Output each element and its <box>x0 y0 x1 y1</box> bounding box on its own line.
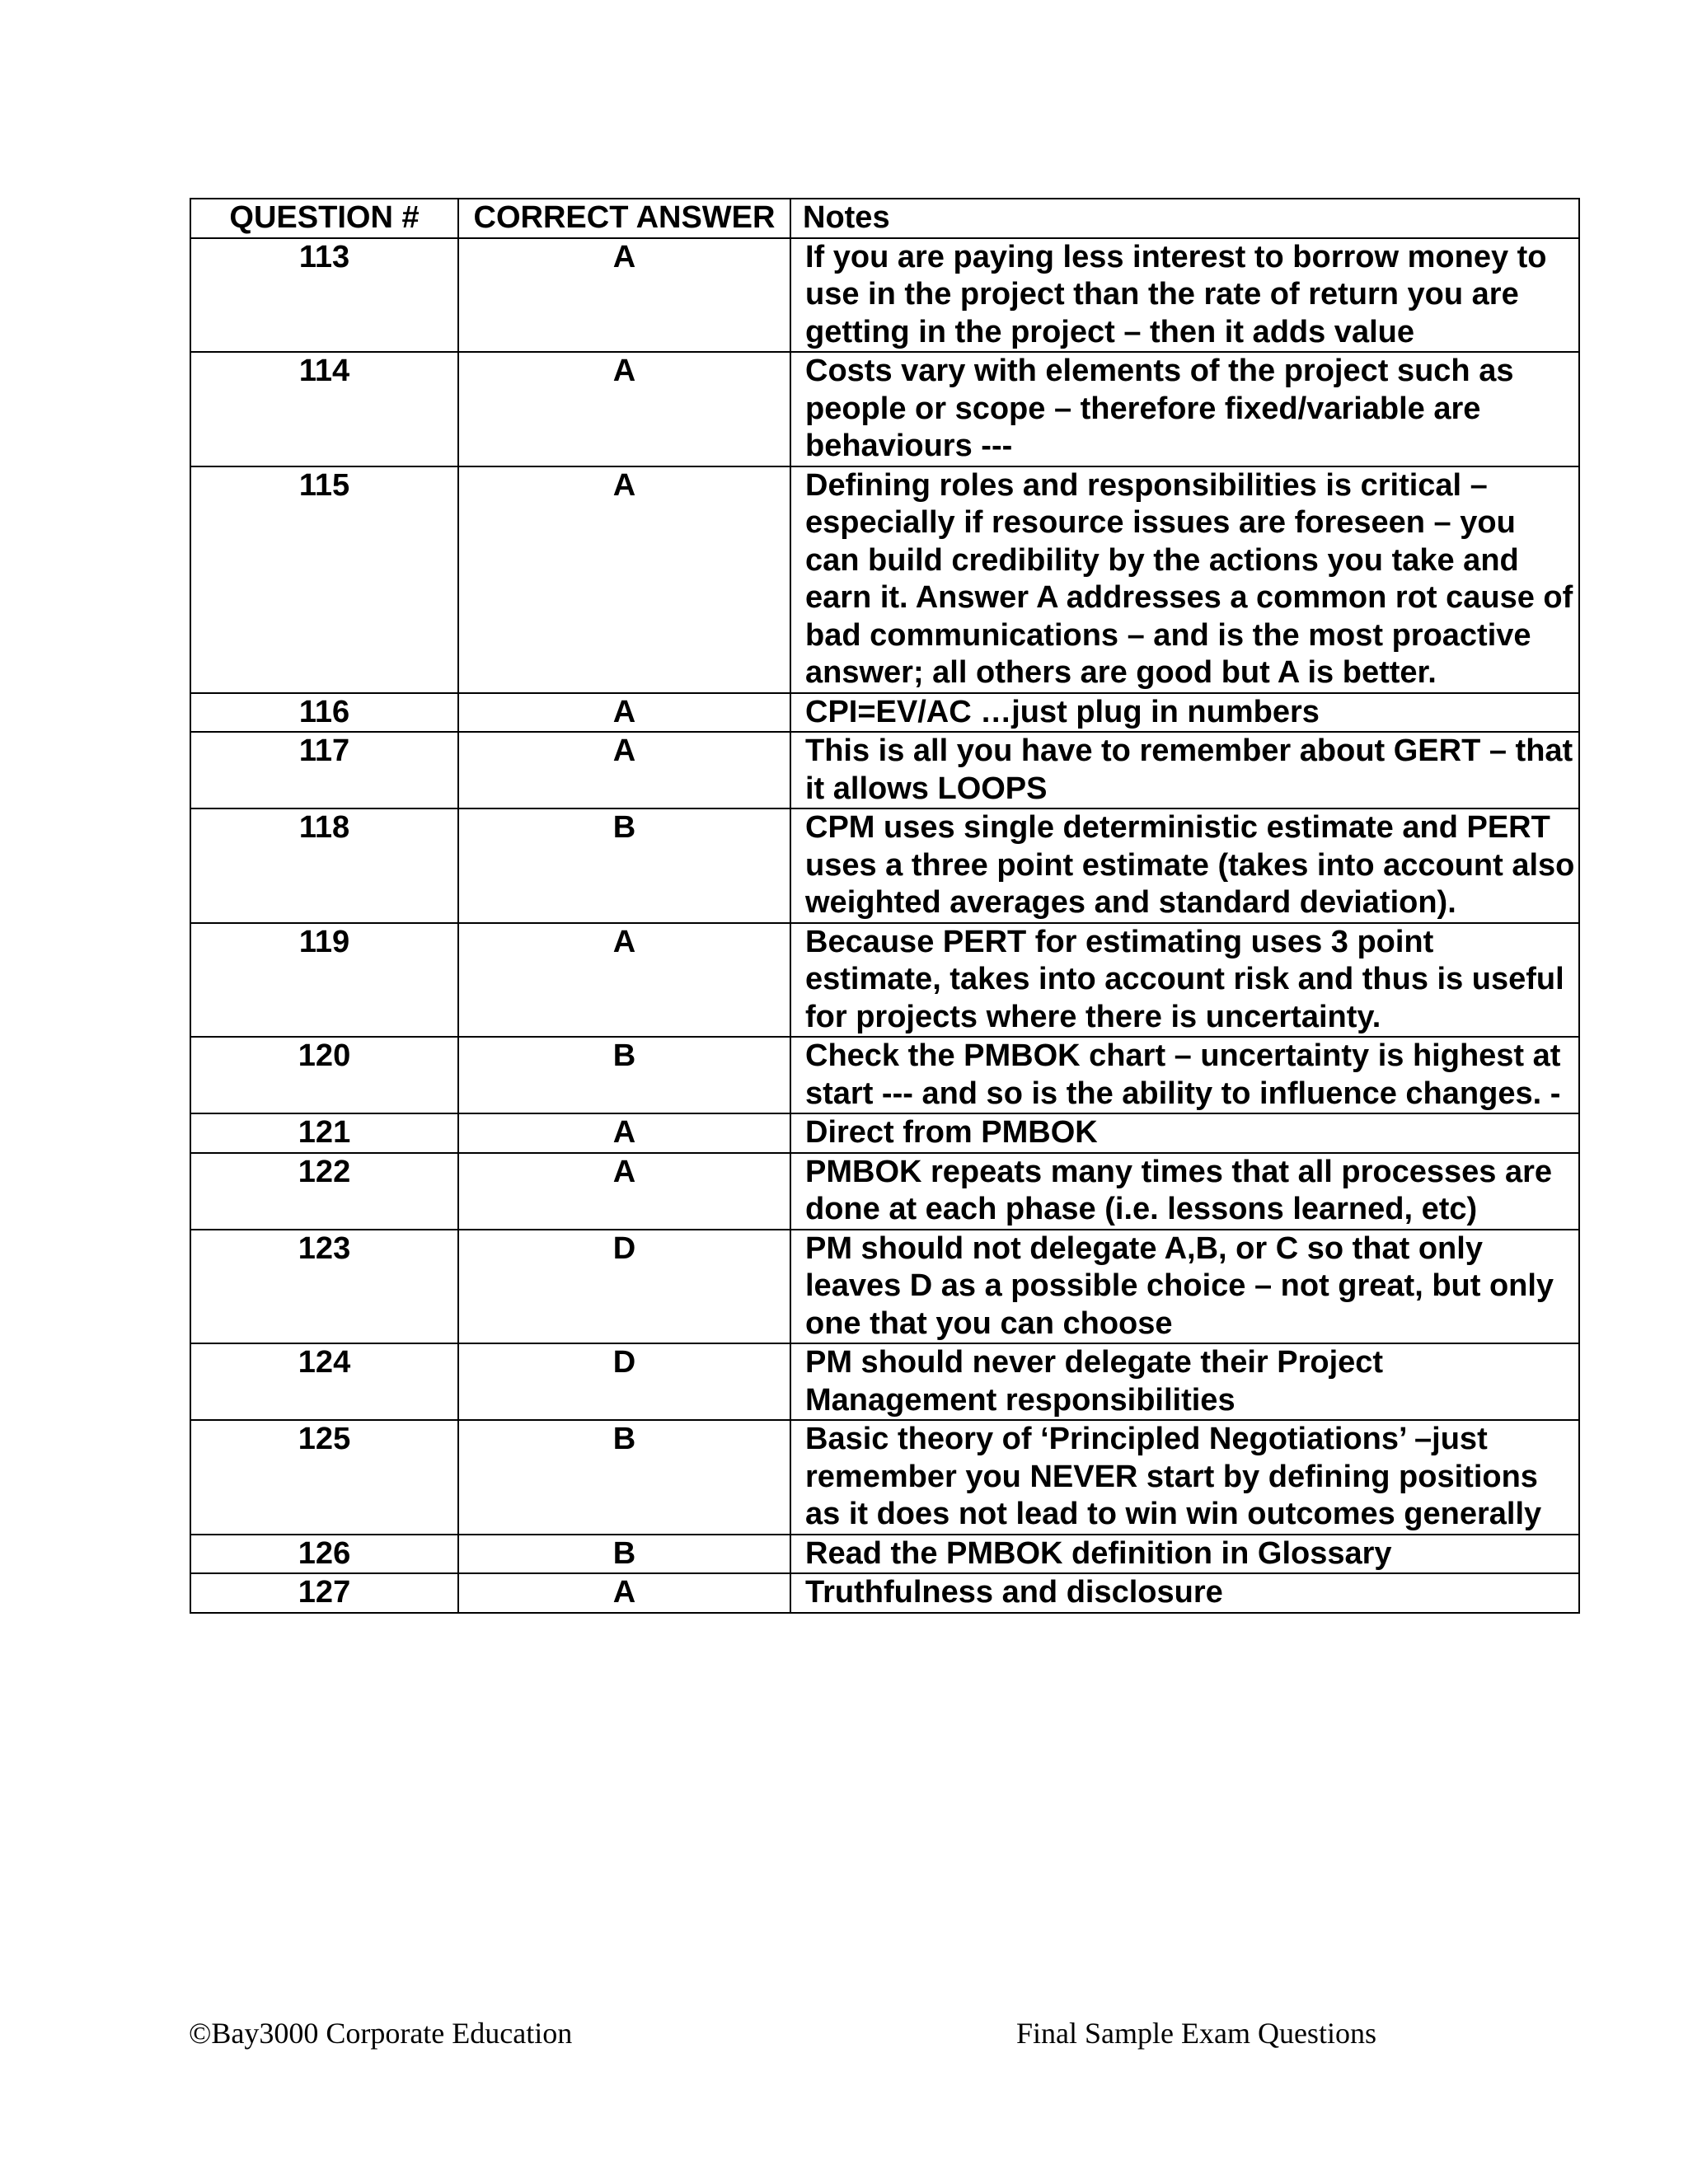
table-row <box>190 808 1579 923</box>
notes-cell: Defining roles and responsibilities is critical – especially if resource issues are foreseen – you can build credibility by the actions you take and earn it. Answer A addresses a common rot cause of bad communications – and is the most proactive answer; all others are good but A is better. <box>790 466 1579 693</box>
question-number-cell: 122 <box>190 1153 458 1230</box>
table-row <box>190 693 1579 733</box>
table-row <box>190 1343 1579 1420</box>
table-row <box>190 1573 1579 1613</box>
correct-answer-cell: A <box>458 1113 790 1153</box>
notes-cell: PMBOK repeats many times that all processes are done at each phase (i.e. lessons learned, etc) <box>790 1153 1579 1230</box>
question-number-cell: 114 <box>190 352 458 466</box>
table-header-row <box>190 199 1579 238</box>
footer-copyright: ©Bay3000 Corporate Education <box>189 2017 573 2050</box>
header-notes: Notes <box>790 199 1579 238</box>
correct-answer-cell: B <box>458 808 790 923</box>
question-number-cell: 124 <box>190 1343 458 1420</box>
notes-cell: PM should not delegate A,B, or C so that only leaves D as a possible choice – not great, but only one that you can choose <box>790 1230 1579 1344</box>
notes-cell: If you are paying less interest to borrow money to use in the project than the rate of return you are getting in the project – then it adds value <box>790 238 1579 353</box>
table-row <box>190 466 1579 693</box>
table-row <box>190 1113 1579 1153</box>
table-row <box>190 238 1579 353</box>
question-number-cell: 120 <box>190 1037 458 1113</box>
notes-cell: Basic theory of ‘Principled Negotiations’ –just remember you NEVER start by defining positions as it does not lead to win win outcomes generally <box>790 1420 1579 1535</box>
question-number-cell: 116 <box>190 693 458 733</box>
notes-cell: CPM uses single deterministic estimate and PERT uses a three point estimate (takes into account also weighted averages and standard deviation). <box>790 808 1579 923</box>
correct-answer-cell: D <box>458 1230 790 1344</box>
question-number-cell: 125 <box>190 1420 458 1535</box>
table-row <box>190 1230 1579 1344</box>
notes-cell: PM should never delegate their Project Management responsibilities <box>790 1343 1579 1420</box>
correct-answer-cell: B <box>458 1535 790 1574</box>
footer-document-title: Final Sample Exam Questions <box>1016 2017 1376 2050</box>
notes-cell: Direct from PMBOK <box>790 1113 1579 1153</box>
table-row <box>190 732 1579 808</box>
table-row <box>190 923 1579 1038</box>
notes-cell: Check the PMBOK chart – uncertainty is highest at start --- and so is the ability to influence changes. - <box>790 1037 1579 1113</box>
question-number-cell: 127 <box>190 1573 458 1613</box>
question-number-cell: 118 <box>190 808 458 923</box>
header-question-number: QUESTION # <box>190 199 458 238</box>
correct-answer-cell: A <box>458 693 790 733</box>
correct-answer-cell: B <box>458 1420 790 1535</box>
notes-cell: Truthfulness and disclosure <box>790 1573 1579 1613</box>
table-row <box>190 1420 1579 1535</box>
answer-key-table <box>190 198 1580 1614</box>
table-row <box>190 1153 1579 1230</box>
table-row <box>190 1037 1579 1113</box>
correct-answer-cell: A <box>458 238 790 353</box>
question-number-cell: 113 <box>190 238 458 353</box>
correct-answer-cell: A <box>458 1153 790 1230</box>
correct-answer-cell: A <box>458 466 790 693</box>
question-number-cell: 121 <box>190 1113 458 1153</box>
correct-answer-cell: D <box>458 1343 790 1420</box>
question-number-cell: 117 <box>190 732 458 808</box>
question-number-cell: 115 <box>190 466 458 693</box>
header-correct-answer: CORRECT ANSWER <box>458 199 790 238</box>
table-row <box>190 352 1579 466</box>
correct-answer-cell: A <box>458 352 790 466</box>
notes-cell: Because PERT for estimating uses 3 point estimate, takes into account risk and thus is useful for projects where there is uncertainty. <box>790 923 1579 1038</box>
question-number-cell: 119 <box>190 923 458 1038</box>
notes-cell: Read the PMBOK definition in Glossary <box>790 1535 1579 1574</box>
correct-answer-cell: A <box>458 923 790 1038</box>
question-number-cell: 123 <box>190 1230 458 1344</box>
notes-cell: Costs vary with elements of the project such as people or scope – therefore fixed/variable are behaviours --- <box>790 352 1579 466</box>
notes-cell: CPI=EV/AC …just plug in numbers <box>790 693 1579 733</box>
notes-cell: This is all you have to remember about GERT – that it allows LOOPS <box>790 732 1579 808</box>
question-number-cell: 126 <box>190 1535 458 1574</box>
correct-answer-cell: B <box>458 1037 790 1113</box>
correct-answer-cell: A <box>458 1573 790 1613</box>
correct-answer-cell: A <box>458 732 790 808</box>
table-row <box>190 1535 1579 1574</box>
